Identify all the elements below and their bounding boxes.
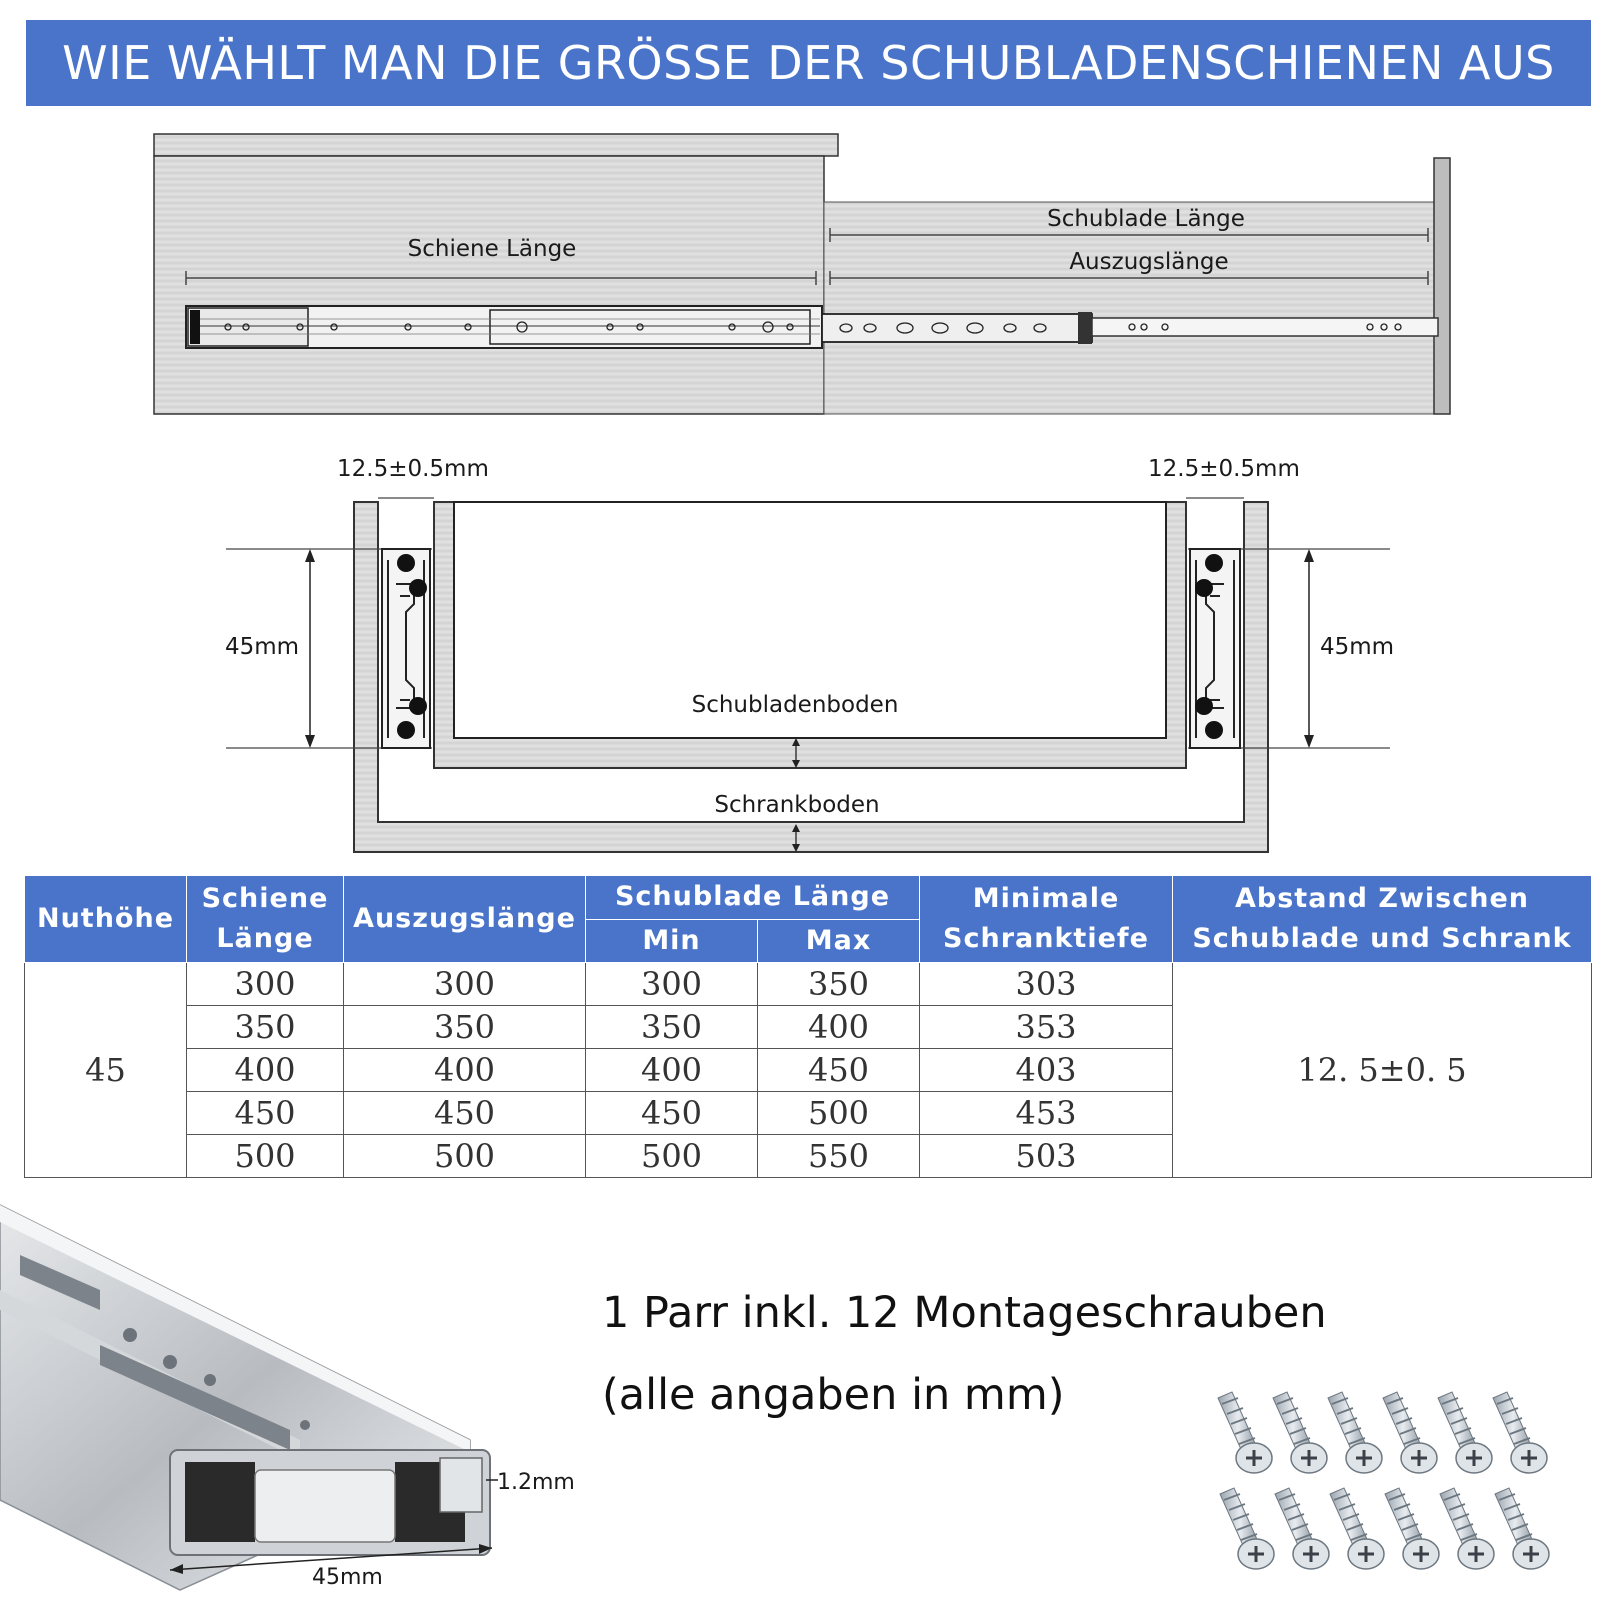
- header-gap: Abstand Zwischen Schublade und Schrank: [1173, 876, 1592, 963]
- header-rail-length: Schiene Länge: [187, 876, 344, 963]
- screw-icon: [1330, 1488, 1384, 1569]
- max-cell: 350: [758, 963, 920, 1006]
- screw-icon: [1495, 1488, 1549, 1569]
- header-drawer-length: Schublade Länge: [586, 876, 920, 920]
- screw-icon: [1493, 1392, 1547, 1473]
- rail-cell: 400: [187, 1049, 344, 1092]
- thickness-label: 1.2mm: [497, 1470, 575, 1495]
- header-extension: Auszugslänge: [344, 876, 586, 963]
- extension-cell: 450: [344, 1092, 586, 1135]
- rail-product-photo: [0, 1205, 498, 1590]
- drawer-length-label: Schublade Länge: [1047, 206, 1245, 232]
- screw-icon: [1438, 1392, 1492, 1473]
- caption-line-1: 1 Parr inkl. 12 Montageschrauben: [602, 1288, 1327, 1338]
- size-table: [24, 875, 1592, 1178]
- min-cell: 350: [586, 1006, 758, 1049]
- drawer-bottom-label: Schubladenboden: [691, 692, 899, 718]
- rail-length-label: Schiene Länge: [407, 236, 577, 262]
- cabinet-bottom-label: Schrankboden: [714, 792, 880, 818]
- gap-left-label: 12.5±0.5mm: [337, 456, 489, 482]
- rail-cell: 300: [187, 963, 344, 1006]
- side-view-drawing: [154, 134, 1450, 414]
- rail-cell: 350: [187, 1006, 344, 1049]
- groove-height-cell: 45: [25, 963, 187, 1178]
- extension-cell: 300: [344, 963, 586, 1006]
- header-groove-height: Nuthöhe: [25, 876, 187, 963]
- max-cell: 400: [758, 1006, 920, 1049]
- header-max: Max: [758, 919, 920, 963]
- rail-cell: 500: [187, 1135, 344, 1178]
- header-min-depth: Minimale Schranktiefe: [920, 876, 1173, 963]
- page-title: WIE WÄHLT MAN DIE GRÖSSE DER SCHUBLADENSCHIENEN AUS: [62, 36, 1555, 90]
- max-cell: 550: [758, 1135, 920, 1178]
- screw-icon: [1385, 1488, 1439, 1569]
- screw-icon: [1273, 1392, 1327, 1473]
- extension-cell: 500: [344, 1135, 586, 1178]
- min-cell: 450: [586, 1092, 758, 1135]
- max-cell: 500: [758, 1092, 920, 1135]
- screw-icon: [1275, 1488, 1329, 1569]
- depth-cell: 303: [920, 963, 1173, 1006]
- min-cell: 400: [586, 1049, 758, 1092]
- screw-icon: [1218, 1392, 1272, 1473]
- depth-cell: 403: [920, 1049, 1173, 1092]
- min-cell: 300: [586, 963, 758, 1006]
- caption-line-2: (alle angaben in mm): [602, 1370, 1065, 1420]
- depth-cell: 453: [920, 1092, 1173, 1135]
- header-min: Min: [586, 919, 758, 963]
- height-left-label: 45mm: [225, 634, 300, 660]
- depth-cell: 503: [920, 1135, 1173, 1178]
- screw-icon: [1440, 1488, 1494, 1569]
- height-right-label: 45mm: [1320, 634, 1395, 660]
- depth-cell: 353: [920, 1006, 1173, 1049]
- min-cell: 500: [586, 1135, 758, 1178]
- max-cell: 450: [758, 1049, 920, 1092]
- screw-icon: [1328, 1392, 1382, 1473]
- extension-cell: 400: [344, 1049, 586, 1092]
- screw-icon: [1383, 1392, 1437, 1473]
- gap-right-label: 12.5±0.5mm: [1148, 456, 1300, 482]
- extension-length-label: Auszugslänge: [1069, 249, 1229, 275]
- table-row: [25, 963, 1592, 1006]
- gap-cell: 12. 5±0. 5: [1173, 963, 1592, 1178]
- rail-cell: 450: [187, 1092, 344, 1135]
- screw-icon: [1220, 1488, 1274, 1569]
- width-label: 45mm: [312, 1565, 383, 1590]
- extension-cell: 350: [344, 1006, 586, 1049]
